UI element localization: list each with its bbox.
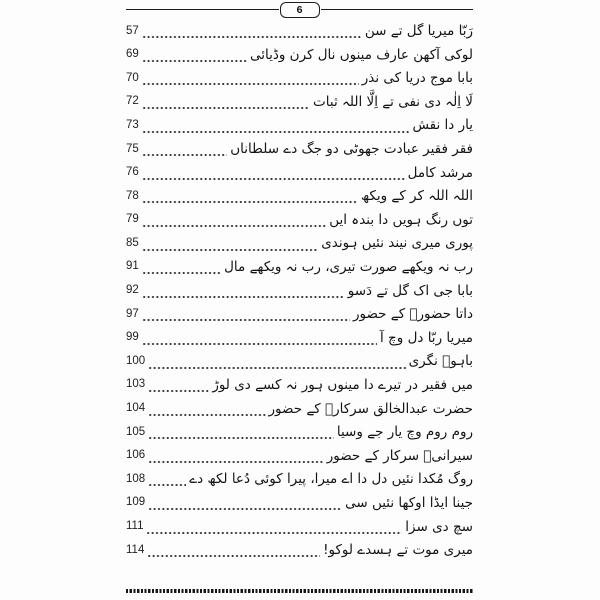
toc-entry-page: 75 (126, 142, 139, 155)
page-header (126, 1, 473, 18)
toc-list (126, 21, 473, 564)
dotted-leader (142, 281, 345, 305)
toc-entry-title: میں فقیر در تیرے دا مینوں ہور نہ کسے دی لوڑ (212, 376, 473, 393)
toc-entry-title: یار دا نقش (412, 117, 473, 134)
dotted-leader (148, 399, 265, 423)
toc-entry-page: 78 (126, 189, 139, 202)
toc-entry-title: روم روم وچ یار جے وسیا (336, 424, 473, 441)
toc-entry-page: 100 (126, 354, 146, 367)
header-rule-left (126, 9, 279, 10)
toc-entry-page: 57 (126, 24, 139, 37)
toc-entry-title: داتا حضورؒ کے حضور (352, 306, 473, 323)
toc-entry-title: بابا موج دریا کی نذر (361, 70, 473, 87)
toc-entry[interactable] (126, 186, 473, 210)
toc-entry[interactable] (126, 281, 473, 305)
dotted-leader (142, 233, 318, 257)
toc-entry-title: رَبّا میریا گل تے سن (364, 23, 473, 40)
toc-entry[interactable] (126, 493, 473, 517)
toc-entry[interactable] (126, 328, 473, 352)
toc-entry[interactable] (126, 516, 473, 540)
footer-rule (126, 589, 473, 593)
toc-entry-title: حضرت عبدالخالق سرکارؒ کے حضور (268, 400, 473, 417)
toc-entry-page: 69 (126, 48, 139, 61)
toc-entry[interactable] (126, 210, 473, 234)
header-rule-right (321, 9, 474, 10)
toc-entry-title: بابا جی اک گل تے دَسو (347, 282, 473, 299)
toc-entry[interactable] (126, 399, 473, 423)
toc-entry-title: فقر فقیر عبادت جھوٹی دو جگ دے سلطاناں (230, 141, 473, 158)
toc-entry[interactable] (126, 233, 473, 257)
dotted-leader (142, 21, 362, 45)
toc-entry[interactable] (126, 92, 473, 116)
page-number: 6 (296, 3, 303, 16)
toc-entry[interactable] (126, 163, 473, 187)
toc-entry-page: 97 (126, 307, 139, 320)
toc-entry-title: میری موت تے ہسدے لوکو! (323, 542, 473, 559)
dotted-leader (147, 540, 320, 564)
toc-entry-title: سیرانیؒ سرکار کے حضور (326, 447, 473, 464)
dotted-leader (142, 45, 247, 69)
toc-entry[interactable] (126, 139, 473, 163)
dotted-leader (148, 469, 186, 493)
toc-entry-page: 103 (126, 378, 146, 391)
dotted-leader (142, 163, 405, 187)
toc-entry[interactable] (126, 21, 473, 45)
toc-entry-title: توں رنگ ہویں دا بندہ ایں (329, 211, 473, 228)
toc-entry-title: لَا اِلٰہ دی نفی تے اِلَّا اللہ ثبات (313, 93, 473, 110)
toc-entry-page: 72 (126, 95, 139, 108)
dotted-leader (148, 493, 342, 517)
dotted-leader (148, 422, 334, 446)
toc-entry-page: 91 (126, 260, 139, 273)
dotted-leader (142, 328, 377, 352)
dotted-leader (146, 516, 402, 540)
toc-entry-page: 70 (126, 71, 139, 84)
dotted-leader (142, 210, 326, 234)
toc-entry-title: روگ مُکدا نئیں دل دا اے میرا، پیرا کوئی دُعا لکھ دے (189, 471, 473, 488)
toc-entry-page: 106 (126, 449, 146, 462)
toc-entry-page: 104 (126, 402, 146, 415)
dotted-leader (142, 304, 350, 328)
toc-entry-page: 92 (126, 284, 139, 297)
toc-entry-title: پوری میری نیند نئیں ہوندی (321, 235, 473, 252)
toc-entry-title: سچ دی سزا (405, 518, 473, 535)
toc-entry[interactable] (126, 45, 473, 69)
toc-entry-title: باہوؒ نگری (408, 353, 473, 370)
toc-entry-page: 108 (126, 472, 146, 485)
dotted-leader (142, 186, 358, 210)
toc-entry[interactable] (126, 351, 473, 375)
toc-entry-page: 99 (126, 331, 139, 344)
toc-entry-page: 111 (126, 520, 144, 533)
toc-entry-page: 109 (126, 496, 146, 509)
toc-entry-page: 73 (126, 118, 139, 131)
toc-entry-title: مرشد کامل (407, 164, 473, 181)
toc-entry-page: 76 (126, 166, 139, 179)
toc-entry-title: اللہ اللہ کر کے ویکھ (360, 188, 473, 205)
dotted-leader (142, 68, 359, 92)
toc-entry-title: رب نہ ویکھے صورت تیری، رب نہ ویکھے مال (224, 258, 473, 275)
toc-entry[interactable] (126, 68, 473, 92)
dotted-leader (142, 257, 221, 281)
dotted-leader (148, 375, 209, 399)
toc-entry-title: لوکی آکھن عارف مینوں نال کرن وڈیائی (249, 46, 473, 63)
toc-entry[interactable] (126, 257, 473, 281)
dotted-leader (142, 92, 310, 116)
dotted-leader (142, 139, 227, 163)
toc-entry-page: 85 (126, 236, 139, 249)
toc-entry[interactable] (126, 469, 473, 493)
toc-entry-title: جینا ایڈا اوکھا نئیں سی (345, 494, 473, 511)
dotted-leader (148, 446, 324, 470)
toc-entry-page: 105 (126, 425, 146, 438)
toc-entry[interactable] (126, 446, 473, 470)
toc-entry[interactable] (126, 422, 473, 446)
toc-entry[interactable] (126, 304, 473, 328)
dotted-leader (142, 115, 410, 139)
toc-entry[interactable] (126, 540, 473, 564)
dotted-leader (148, 351, 405, 375)
toc-entry-page: 114 (126, 543, 145, 556)
toc-entry-title: میریا ربّا دل وچ آ (380, 329, 473, 346)
page-number-box (280, 2, 320, 18)
toc-entry-page: 79 (126, 213, 139, 226)
toc-entry[interactable] (126, 375, 473, 399)
toc-entry[interactable] (126, 115, 473, 139)
